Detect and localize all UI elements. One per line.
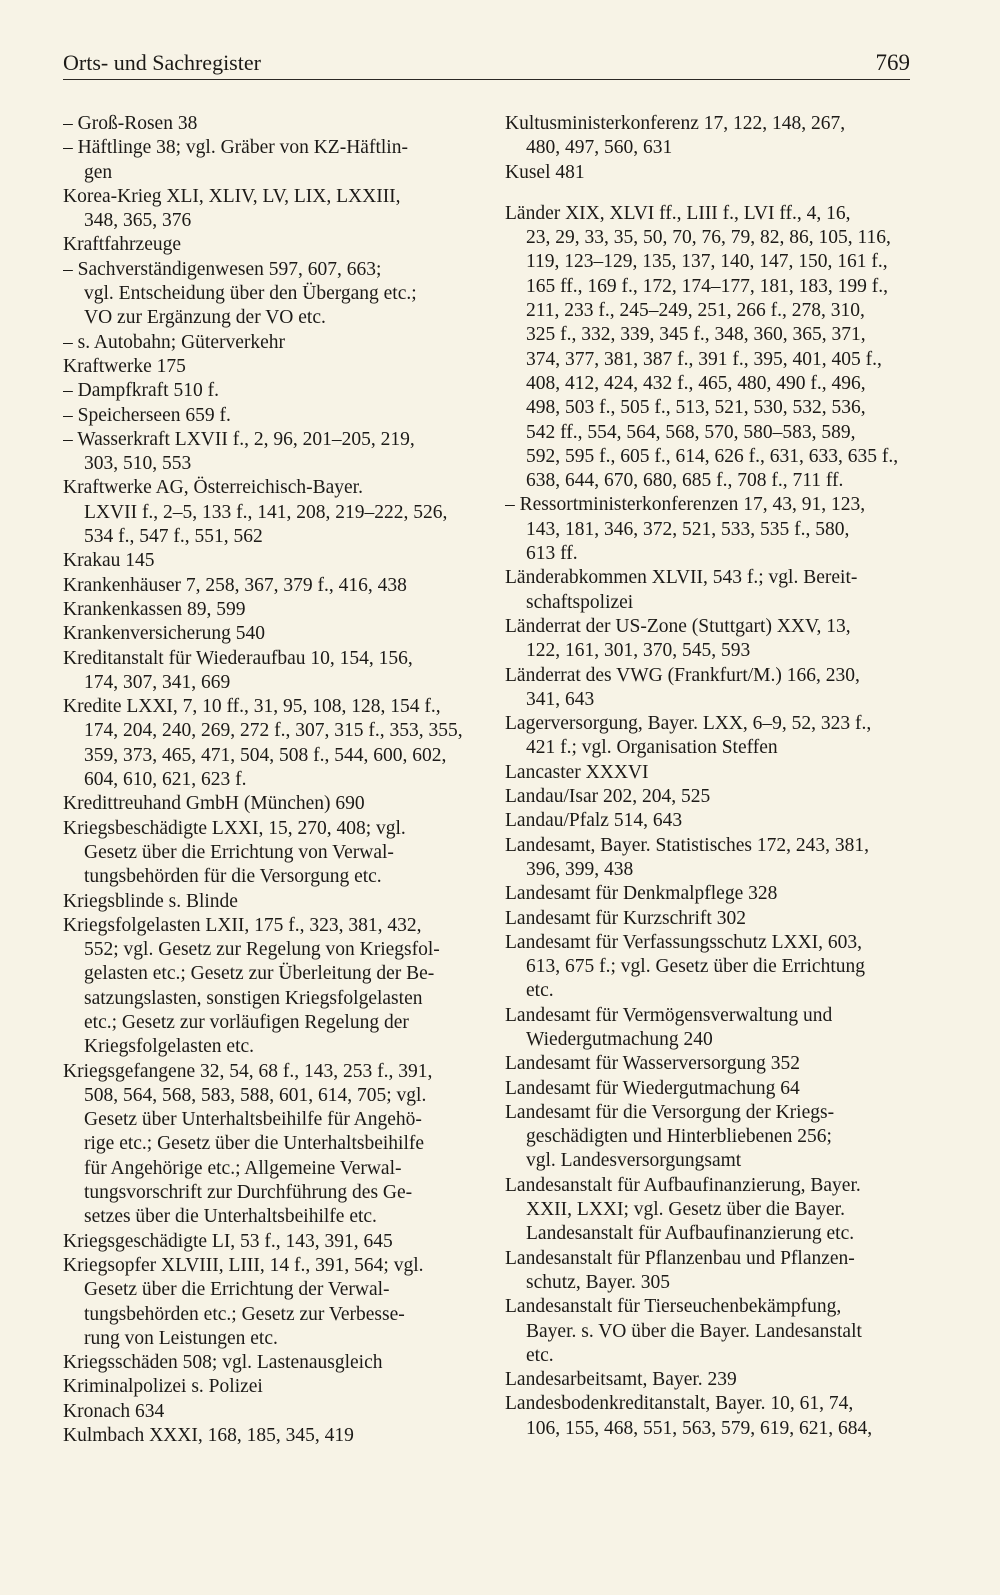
index-entry-continuation: 325 f., 332, 339, 345 f., 348, 360, 365, 371, [526,324,866,346]
index-entry: Krakau 145 [63,550,155,572]
index-entry: Landau/Isar 202, 204, 525 [505,786,711,808]
index-entry-continuation: 119, 123–129, 135, 137, 140, 147, 150, 161 f., [526,251,888,273]
index-entry-continuation: gen [84,161,113,183]
index-entry: Länderrat der US-Zone (Stuttgart) XXV, 13, [505,615,851,637]
index-entry-continuation: 348, 365, 376 [84,210,192,232]
index-entry: Landesamt für Wasserversorgung 352 [505,1053,801,1075]
index-entry: Kriegsbeschädigte LXXI, 15, 270, 408; vgl. [63,817,406,839]
index-entry-continuation: 421 f.; vgl. Organisation Steffen [526,737,778,759]
index-entry-continuation: 106, 155, 468, 551, 563, 579, 619, 621, 684, [526,1417,873,1439]
index-entry: Landesamt für Denkmalpflege 328 [505,883,778,905]
index-entry: – Groß-Rosen 38 [63,113,198,134]
index-entry-continuation: 604, 610, 621, 623 f. [84,769,247,791]
index-entry-continuation: geschädigten und Hinterbliebenen 256; [526,1126,832,1148]
header-rule [63,79,910,80]
index-entry: Kriegsgefangene 32, 54, 68 f., 143, 253 f., 391, [63,1060,433,1082]
index-entry: Landesamt für Vermögensverwaltung und [505,1004,833,1026]
index-entry-continuation: Gesetz über Unterhaltsbeihilfe für Angehö- [84,1109,422,1131]
index-entry-continuation: 613, 675 f.; vgl. Gesetz über die Errichtung [526,956,865,978]
right-column [505,112,913,1441]
index-entry-continuation: tungsvorschrift zur Durchführung des Ge- [84,1182,413,1204]
index-entry: Landesamt für Wiedergutmachung 64 [505,1077,800,1099]
index-entry: Landesanstalt für Pflanzenbau und Pflanzen- [505,1247,855,1269]
index-entry-continuation: 396, 399, 438 [526,858,634,880]
index-entry-continuation: setzes über die Unterhaltsbeihilfe etc. [84,1206,377,1228]
index-entry-continuation: Kriegsfolgelasten etc. [84,1036,255,1058]
index-entry-continuation: 174, 204, 240, 269, 272 f., 307, 315 f., 353, 355, [84,720,463,742]
index-entry: Kusel 481 [505,161,585,183]
index-entry-continuation: satzungslasten, sonstigen Kriegsfolgelasten [84,987,423,1009]
index-entry-continuation: 508, 564, 568, 583, 588, 601, 614, 705; vgl. [84,1084,427,1106]
index-entry: – Ressortministerkonferenzen 17, 43, 91, 123, [505,494,866,516]
index-entry-continuation: VO zur Ergänzung der VO etc. [84,307,326,329]
index-entry: Kulmbach XXXI, 168, 185, 345, 419 [63,1425,354,1447]
index-entry: – Speicherseen 659 f. [63,404,231,426]
running-head [63,44,910,76]
index-entry-continuation: XXII, LXXI; vgl. Gesetz über die Bayer. [526,1199,845,1221]
index-entry: – Sachverständigenwesen 597, 607, 663; [63,258,382,280]
index-entry: Landesamt, Bayer. Statistisches 172, 243, 381, [505,834,869,856]
index-entry-continuation: 613 ff. [526,543,578,565]
index-entry-continuation: 534 f., 547 f., 551, 562 [84,526,263,548]
index-entry: Krankenkassen 89, 599 [63,598,246,620]
index-entry: – Dampfkraft 510 f. [63,380,219,402]
index-entry: Krankenhäuser 7, 258, 367, 379 f., 416, 438 [63,574,407,596]
page-number: 769 [875,50,910,75]
index-entry-continuation: schutz, Bayer. 305 [526,1271,671,1293]
index-entry-continuation: tungsbehörden etc.; Gesetz zur Verbesse- [84,1303,405,1325]
index-entry: Länder XIX, XLVI ff., LIII f., LVI ff., 4, 16, [505,202,851,224]
entry-gap [505,185,913,202]
index-entry: Lancaster XXXVI [505,761,649,783]
index-entry: Landau/Pfalz 514, 643 [505,810,683,832]
index-entry-continuation: 480, 497, 560, 631 [526,137,673,159]
index-entry-continuation: für Angehörige etc.; Allgemeine Verwal- [84,1157,402,1179]
index-entry: Korea-Krieg XLI, XLIV, LV, LIX, LXXIII, [63,185,401,207]
index-entry-continuation: 592, 595 f., 605 f., 614, 626 f., 631, 633, 635 f., [526,445,899,467]
index-entry-continuation: schaftspolizei [526,591,634,613]
index-entry-continuation: 408, 412, 424, 432 f., 465, 480, 490 f., 496, [526,372,866,394]
index-entry: Landesanstalt für Tierseuchenbekämpfung, [505,1296,842,1318]
index-entry-continuation: etc. [526,980,554,1002]
index-entry: Kriegsfolgelasten LXII, 175 f., 323, 381, 432, [63,914,422,936]
index-entry-continuation: Gesetz über die Errichtung von Verwal- [84,841,394,863]
index-entry-continuation: vgl. Landesversorgungsamt [526,1150,742,1172]
index-entry: Landesanstalt für Aufbaufinanzierung, Bayer. [505,1174,861,1196]
index-entry-continuation: Landesanstalt für Aufbaufinanzierung etc. [526,1223,855,1245]
index-entry: Kriegsschäden 508; vgl. Lastenausgleich [63,1352,383,1374]
index-entry: Kredittreuhand GmbH (München) 690 [63,793,365,815]
index-entry-continuation: 165 ff., 169 f., 172, 174–177, 181, 183, 199 f., [526,275,888,297]
index-entry-continuation: 542 ff., 554, 564, 568, 570, 580–583, 589, [526,421,856,443]
index-entry-continuation: rung von Leistungen etc. [84,1327,278,1349]
index-entry-continuation: LXVII f., 2–5, 133 f., 141, 208, 219–222, 526, [84,501,448,523]
index-entry: Kriminalpolizei s. Polizei [63,1376,263,1398]
index-entry-continuation: 341, 643 [526,688,595,710]
index-entry-continuation: 359, 373, 465, 471, 504, 508 f., 544, 600, 602, [84,744,447,766]
index-entry-continuation: vgl. Entscheidung über den Übergang etc.; [84,283,417,305]
index-entry-continuation: Bayer. s. VO über die Bayer. Landesanstalt [526,1320,862,1342]
index-entry: Landesamt für Kurzschrift 302 [505,907,746,929]
index-entry-continuation: 303, 510, 553 [84,453,192,475]
index-entry-continuation: 498, 503 f., 505 f., 513, 521, 530, 532, 536, [526,397,866,419]
index-entry-continuation: 638, 644, 670, 680, 685 f., 708 f., 711 ff. [526,470,844,492]
index-entry-continuation: 122, 161, 301, 370, 545, 593 [526,640,751,662]
index-entry: Landesamt für die Versorgung der Kriegs- [505,1101,835,1123]
index-entry: Kraftwerke 175 [63,355,186,377]
index-entry: Kraftwerke AG, Österreichisch-Bayer. [63,477,363,499]
index-entry: Kriegsblinde s. Blinde [63,890,238,912]
index-entry: Kredite LXXI, 7, 10 ff., 31, 95, 108, 128, 154 f., [63,696,441,718]
index-entry-continuation: Wiedergutmachung 240 [526,1028,713,1050]
index-entry: Kreditanstalt für Wiederaufbau 10, 154, 156, [63,647,413,669]
index-entry: Lagerversorgung, Bayer. LXX, 6–9, 52, 323 f., [505,713,872,735]
index-entry: Krankenversicherung 540 [63,623,265,645]
index-entry: Kriegsgeschädigte LI, 53 f., 143, 391, 645 [63,1230,393,1252]
index-entry: Länderabkommen XLVII, 543 f.; vgl. Bereit- [505,567,858,589]
left-column [63,112,471,1448]
index-entry-continuation: 143, 181, 346, 372, 521, 533, 535 f., 580, [526,518,850,540]
index-entry-continuation: 211, 233 f., 245–249, 251, 266 f., 278, 310, [526,300,865,322]
index-entry: Landesarbeitsamt, Bayer. 239 [505,1369,737,1391]
index-entry-continuation: 23, 29, 33, 35, 50, 70, 76, 79, 82, 86, 105, 116, [526,227,891,249]
index-entry-continuation: Gesetz über die Errichtung der Verwal- [84,1279,390,1301]
index-entry: – s. Autobahn; Güterverkehr [63,331,286,353]
index-entry: – Häftlinge 38; vgl. Gräber von KZ-Häftlin- [63,137,408,159]
index-entry: Landesamt für Verfassungsschutz LXXI, 603, [505,931,863,953]
section-title: Orts- und Sachregister [63,50,261,75]
index-entry: Kraftfahrzeuge [63,234,181,256]
index-entry: Kriegsopfer XLVIII, LIII, 14 f., 391, 564; vgl. [63,1254,424,1276]
index-entry: Kultusministerkonferenz 17, 122, 148, 267, [505,113,846,134]
index-entry-continuation: tungsbehörden für die Versorgung etc. [84,866,382,888]
index-entry-continuation: gelasten etc.; Gesetz zur Überleitung der Be- [84,963,435,985]
index-entry-continuation: 552; vgl. Gesetz zur Regelung von Kriegsfol- [84,939,440,961]
index-entry: Länderrat des VWG (Frankfurt/M.) 166, 230, [505,664,860,686]
index-entry: Kronach 634 [63,1400,165,1422]
index-entry-continuation: rige etc.; Gesetz über die Unterhaltsbeihilfe [84,1133,425,1155]
index-entry-continuation: etc. [526,1344,554,1366]
index-entry-continuation: 374, 377, 381, 387 f., 391 f., 395, 401, 405 f., [526,348,882,370]
index-entry: – Wasserkraft LXVII f., 2, 96, 201–205, 219, [63,428,415,450]
index-entry-continuation: 174, 307, 341, 669 [84,671,231,693]
index-entry: Landesbodenkreditanstalt, Bayer. 10, 61, 74, [505,1393,854,1415]
index-entry-continuation: etc.; Gesetz zur vorläufigen Regelung der [84,1011,409,1033]
